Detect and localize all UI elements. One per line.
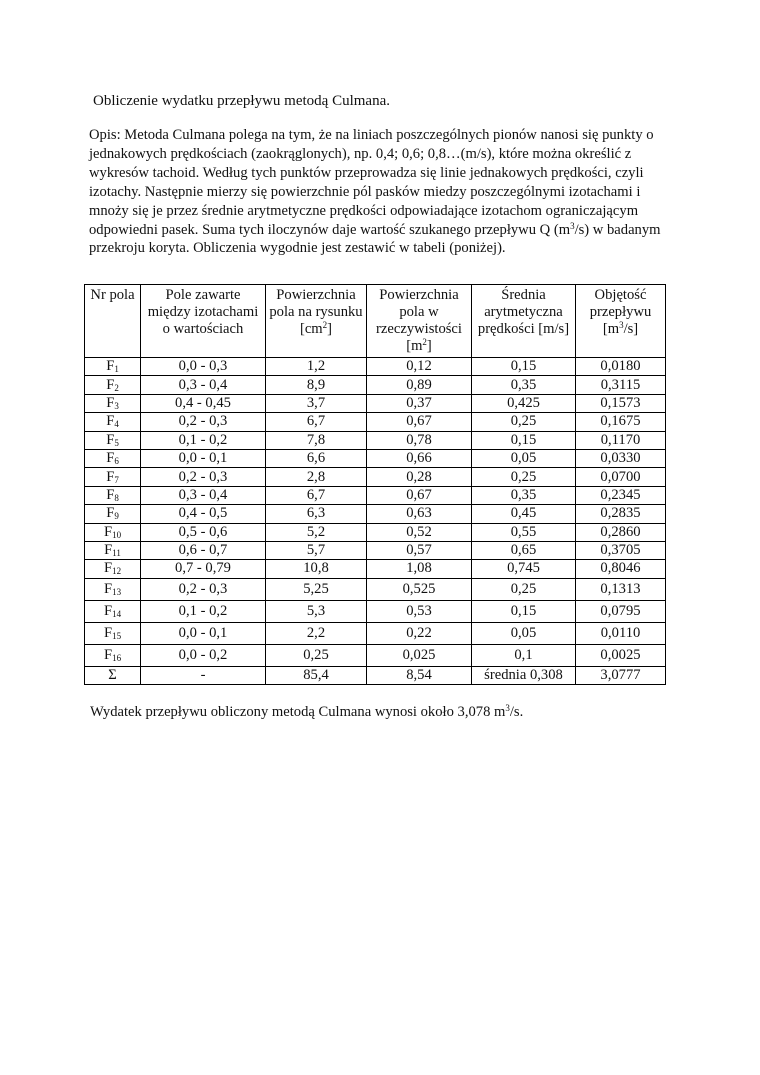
table-header-row	[85, 285, 666, 358]
cell-area-drawing: 7,8	[266, 431, 367, 449]
cell-area-drawing: 8,9	[266, 376, 367, 394]
cell-area-drawing: 10,8	[266, 560, 367, 578]
cell-flow-volume: 0,0330	[576, 449, 666, 467]
cell-flow-volume: 0,3115	[576, 376, 666, 394]
cell-isotach-range: 0,3 - 0,4	[141, 376, 266, 394]
cell-field-number: Σ	[85, 666, 141, 684]
calculation-table-container	[84, 284, 665, 685]
cell-avg-velocity: 0,25	[472, 578, 576, 600]
table-row	[85, 600, 666, 622]
cell-avg-velocity: 0,15	[472, 358, 576, 376]
cell-isotach-range: 0,5 - 0,6	[141, 523, 266, 541]
cell-area-real: 0,67	[367, 486, 472, 504]
cell-area-real: 1,08	[367, 560, 472, 578]
table-row	[85, 523, 666, 541]
cell-field-number: $F_5$	[85, 431, 141, 449]
table-row	[85, 468, 666, 486]
header-avg-velocity: Średnia arytmetyczna prędkości [m/s]	[472, 285, 576, 358]
table-row	[85, 578, 666, 600]
cell-flow-volume: 0,3705	[576, 541, 666, 559]
cell-area-drawing: 85,4	[266, 666, 367, 684]
cell-area-drawing: 0,25	[266, 644, 367, 666]
cell-isotach-range: 0,0 - 0,1	[141, 622, 266, 644]
cell-isotach-range: 0,3 - 0,4	[141, 486, 266, 504]
cell-avg-velocity: 0,45	[472, 505, 576, 523]
cell-area-drawing: 5,2	[266, 523, 367, 541]
cell-field-number: $F_{16}$	[85, 644, 141, 666]
cell-isotach-range: 0,2 - 0,3	[141, 413, 266, 431]
cell-flow-volume: 0,0025	[576, 644, 666, 666]
cell-area-real: 0,89	[367, 376, 472, 394]
cell-area-drawing: 1,2	[266, 358, 367, 376]
table-row	[85, 449, 666, 467]
cell-isotach-range: 0,4 - 0,45	[141, 394, 266, 412]
cell-area-real: 0,22	[367, 622, 472, 644]
cell-flow-volume: 0,0700	[576, 468, 666, 486]
cell-avg-velocity: 0,35	[472, 486, 576, 504]
cell-avg-velocity: 0,05	[472, 449, 576, 467]
cell-area-drawing: 2,2	[266, 622, 367, 644]
cell-avg-velocity: 0,55	[472, 523, 576, 541]
cell-area-real: 0,66	[367, 449, 472, 467]
cell-isotach-range: 0,0 - 0,1	[141, 449, 266, 467]
cell-flow-volume: 0,2345	[576, 486, 666, 504]
cell-flow-volume: 0,0180	[576, 358, 666, 376]
cell-flow-volume: 0,2835	[576, 505, 666, 523]
cell-field-number: $F_3$	[85, 394, 141, 412]
table-row	[85, 560, 666, 578]
cell-field-number: $F_2$	[85, 376, 141, 394]
cell-isotach-range: 0,2 - 0,3	[141, 468, 266, 486]
cell-isotach-range: 0,0 - 0,3	[141, 358, 266, 376]
cell-field-number: $F_7$	[85, 468, 141, 486]
cell-avg-velocity: 0,25	[472, 468, 576, 486]
header-flow-volume: Objętość przepływu $[m^3/s]$	[576, 285, 666, 358]
cell-field-number: $F_4$	[85, 413, 141, 431]
table-row	[85, 666, 666, 684]
cell-isotach-range: 0,1 - 0,2	[141, 431, 266, 449]
cell-avg-velocity: 0,1	[472, 644, 576, 666]
cell-isotach-range: 0,1 - 0,2	[141, 600, 266, 622]
cell-area-drawing: 3,7	[266, 394, 367, 412]
cell-field-number: $F_9$	[85, 505, 141, 523]
cell-avg-velocity: 0,745	[472, 560, 576, 578]
cell-flow-volume: 0,1675	[576, 413, 666, 431]
table-row	[85, 505, 666, 523]
cell-area-real: 8,54	[367, 666, 472, 684]
cell-field-number: $F_{11}$	[85, 541, 141, 559]
description-paragraph	[89, 126, 669, 258]
cell-area-real: 0,025	[367, 644, 472, 666]
table-row	[85, 394, 666, 412]
cell-isotach-range: 0,4 - 0,5	[141, 505, 266, 523]
table-row	[85, 541, 666, 559]
description-text-end: /s) w badanym przekroju koryta. Obliczenia wygodnie jest zestawić w tabeli (poniżej).	[89, 221, 661, 257]
cell-area-real: 0,37	[367, 394, 472, 412]
table-row	[85, 358, 666, 376]
cell-flow-volume: 0,1573	[576, 394, 666, 412]
cell-area-real: 0,12	[367, 358, 472, 376]
cell-avg-velocity: 0,425	[472, 394, 576, 412]
cell-flow-volume: 0,0110	[576, 622, 666, 644]
cell-field-number: $F_{13}$	[85, 578, 141, 600]
cell-area-real: 0,53	[367, 600, 472, 622]
cell-area-drawing: 6,7	[266, 413, 367, 431]
cell-flow-volume: 0,1170	[576, 431, 666, 449]
cell-flow-volume: 3,0777	[576, 666, 666, 684]
cell-isotach-range: 0,2 - 0,3	[141, 578, 266, 600]
header-area-drawing: Powierzchnia pola na rysunku $[cm^2]$	[266, 285, 367, 358]
cell-avg-velocity: 0,05	[472, 622, 576, 644]
cell-area-drawing: 6,7	[266, 486, 367, 504]
description-superscript: 3	[570, 220, 575, 231]
cell-area-drawing: 6,3	[266, 505, 367, 523]
cell-flow-volume: 0,8046	[576, 560, 666, 578]
cell-area-real: 0,63	[367, 505, 472, 523]
cell-isotach-range: 0,7 - 0,79	[141, 560, 266, 578]
cell-flow-volume: 0,2860	[576, 523, 666, 541]
cell-isotach-range: 0,6 - 0,7	[141, 541, 266, 559]
header-field-number: Nr pola	[85, 285, 141, 358]
header-isotach-range: Pole zawarte między izotachami o wartościach	[141, 285, 266, 358]
page-title: Obliczenie wydatku przepływu metodą Culmana.	[93, 93, 390, 109]
table-row	[85, 486, 666, 504]
cell-area-drawing: 5,7	[266, 541, 367, 559]
cell-field-number: $F_{12}$	[85, 560, 141, 578]
table-row	[85, 622, 666, 644]
summary-text: Wydatek przepływu obliczony metodą Culmana wynosi około 3,078 $m^3/s$.	[90, 703, 524, 720]
cell-avg-velocity: 0,35	[472, 376, 576, 394]
cell-field-number: $F_{10}$	[85, 523, 141, 541]
cell-field-number: $F_6$	[85, 449, 141, 467]
description-text: Opis: Metoda Culmana polega na tym, że na liniach poszczególnych pionów nanosi się punkty o jednakowych prędkościach (zaokrąglonych), np. 0,4; 0,6; 0,8…(m/s), które można określić z wykresów tachoid. Według tych punktów przeprowadza się linie jednakowych prędkości, czyli izotachy. Następnie mierzy się powierzchnie pól pasków miedzy poszczególnymi izotachami i mnoży się je przez średnie arytmetyczne prędkości odpowiadające izotachom ograniczającym odpowiedni pasek. Suma tych iloczynów daje wartość szukanego przepływu Q (m	[89, 127, 654, 238]
cell-field-number: $F_{15}$	[85, 622, 141, 644]
header-area-real: Powierzchnia pola w rzeczywistości $[m^2]$	[367, 285, 472, 358]
cell-isotach-range: 0,0 - 0,2	[141, 644, 266, 666]
calculation-table	[84, 284, 666, 685]
cell-area-real: 0,52	[367, 523, 472, 541]
cell-area-drawing: 5,3	[266, 600, 367, 622]
cell-area-drawing: 6,6	[266, 449, 367, 467]
cell-area-drawing: 5,25	[266, 578, 367, 600]
cell-avg-velocity: 0,15	[472, 431, 576, 449]
table-row	[85, 413, 666, 431]
table-row	[85, 376, 666, 394]
cell-area-drawing: 2,8	[266, 468, 367, 486]
cell-field-number: $F_1$	[85, 358, 141, 376]
cell-area-real: 0,78	[367, 431, 472, 449]
cell-isotach-range: -	[141, 666, 266, 684]
cell-avg-velocity: 0,15	[472, 600, 576, 622]
cell-field-number: $F_{14}$	[85, 600, 141, 622]
cell-area-real: 0,28	[367, 468, 472, 486]
table-row	[85, 431, 666, 449]
cell-area-real: 0,57	[367, 541, 472, 559]
cell-flow-volume: 0,0795	[576, 600, 666, 622]
cell-avg-velocity: 0,25	[472, 413, 576, 431]
table-row	[85, 644, 666, 666]
cell-avg-velocity: 0,65	[472, 541, 576, 559]
cell-field-number: $F_8$	[85, 486, 141, 504]
cell-area-real: 0,67	[367, 413, 472, 431]
cell-avg-velocity: średnia 0,308	[472, 666, 576, 684]
cell-flow-volume: 0,1313	[576, 578, 666, 600]
cell-area-real: 0,525	[367, 578, 472, 600]
